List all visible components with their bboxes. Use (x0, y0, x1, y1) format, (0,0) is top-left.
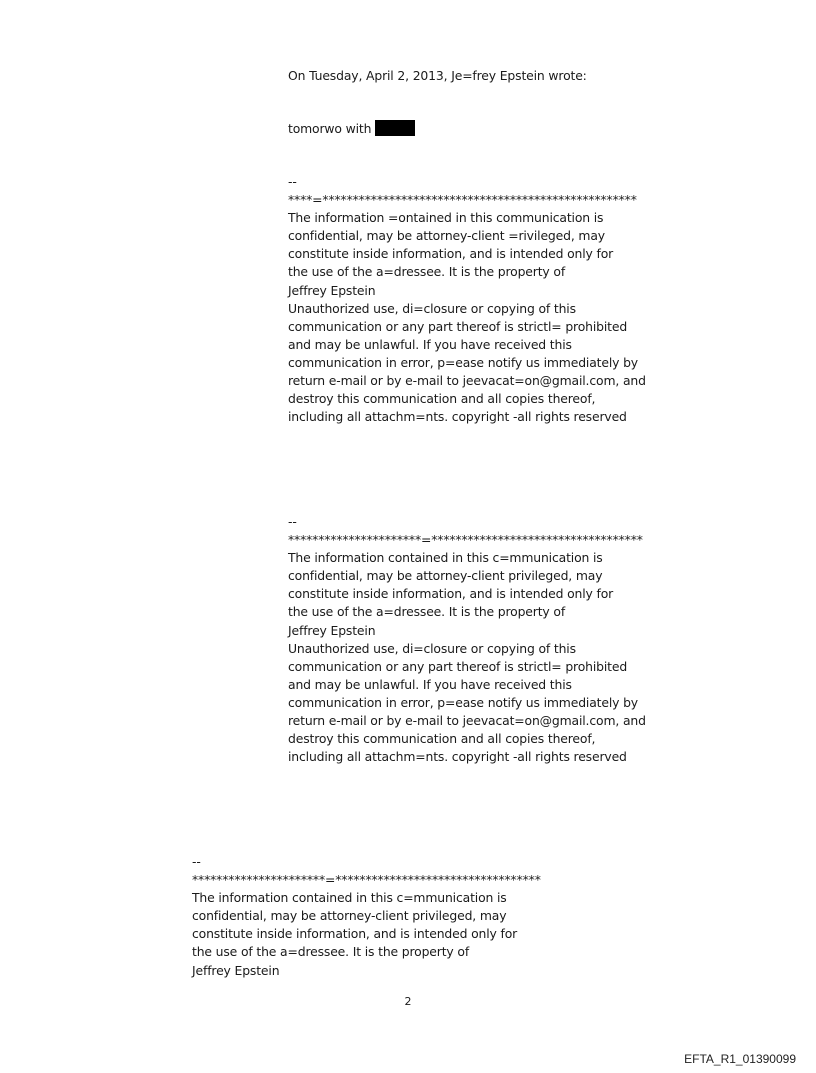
signature-line: and may be unlawful. If you have received this (288, 676, 572, 692)
signature-line: the use of the a=dressee. It is the property of (288, 604, 566, 620)
signature-line: communication or any part thereof is strictl= prohibited (288, 318, 628, 334)
signature-line: including all attachm=nts. copyright -all rights reserved (288, 409, 627, 425)
signature-line: Jeffrey Epstein (288, 282, 376, 298)
signature-line: return e-mail or by e-mail to jeevacat=on@gmail.com, and (288, 373, 646, 389)
email-body (288, 120, 415, 138)
email-header-line: On Tuesday, April 2, 2013, Je=frey Epstein wrote: (288, 68, 587, 83)
signature-line: Unauthorized use, di=closure or copying of this (288, 300, 576, 316)
signature-line: return e-mail or by e-mail to jeevacat=on@gmail.com, and (288, 713, 646, 729)
signature-line: the use of the a=dressee. It is the property of (288, 264, 566, 280)
signature-line: the use of the a=dressee. It is the property of (192, 944, 470, 960)
signature-line: The information contained in this c=mmunication is (288, 550, 603, 566)
email-body-text: tomorwo with (288, 121, 372, 136)
signature-line: Jeffrey Epstein (288, 622, 376, 638)
signature-line: communication in error, p=ease notify us immediately by (288, 354, 638, 370)
signature-line: The information =ontained in this communication is (288, 210, 604, 226)
redaction-box (375, 120, 415, 136)
signature-line: -- (288, 514, 297, 529)
signature-line: confidential, may be attorney-client =rivileged, may (288, 228, 605, 244)
signature-line: destroy this communication and all copies thereof, (288, 731, 596, 747)
signature-line: The information contained in this c=mmunication is (192, 890, 507, 906)
signature-line: **********************=********************************** (192, 872, 541, 888)
signature-line: destroy this communication and all copies thereof, (288, 391, 596, 407)
signature-line: and may be unlawful. If you have received this (288, 336, 572, 352)
signature-line: -- (288, 174, 297, 189)
signature-line: including all attachm=nts. copyright -all rights reserved (288, 749, 627, 765)
signature-line: -- (192, 854, 201, 869)
signature-line: constitute inside information, and is intended only for (192, 926, 518, 942)
signature-block-1 (288, 173, 646, 426)
signature-line: **********************=*********************************** (288, 532, 643, 548)
signature-line: Jeffrey Epstein (192, 962, 280, 978)
signature-line: confidential, may be attorney-client privileged, may (288, 568, 603, 584)
page-number: 2 (404, 995, 412, 1008)
signature-line: Unauthorized use, di=closure or copying of this (288, 640, 576, 656)
signature-block-3 (192, 853, 541, 980)
signature-block-2 (288, 513, 646, 766)
signature-line: communication in error, p=ease notify us immediately by (288, 694, 638, 710)
signature-line: constitute inside information, and is intended only for (288, 246, 614, 262)
signature-line: communication or any part thereof is strictl= prohibited (288, 658, 628, 674)
signature-line: confidential, may be attorney-client privileged, may (192, 908, 507, 924)
signature-line: constitute inside information, and is intended only for (288, 586, 614, 602)
document-id: EFTA_R1_01390099 (684, 1052, 796, 1066)
signature-line: ****=**************************************************** (288, 192, 637, 208)
